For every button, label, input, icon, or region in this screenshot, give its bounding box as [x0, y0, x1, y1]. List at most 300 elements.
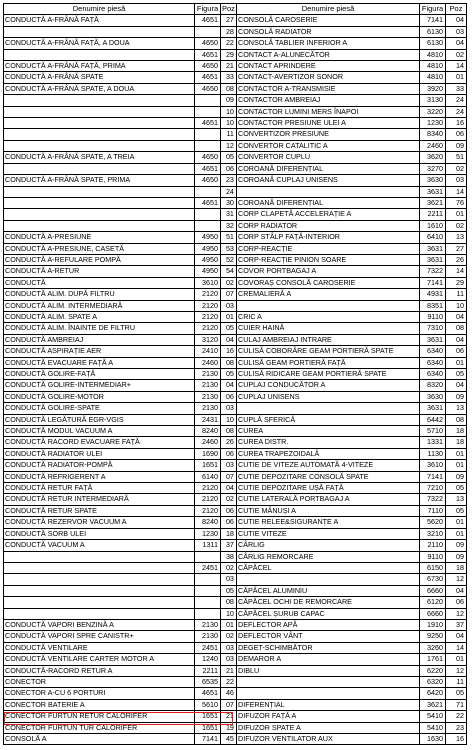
position-cell: 10 — [221, 106, 237, 117]
table-row — [4, 357, 237, 368]
table-row — [4, 574, 237, 585]
table-row — [4, 597, 237, 608]
figure-cell: 2130 — [195, 631, 221, 642]
figure-cell: 1230 — [420, 118, 446, 129]
position-cell: 16 — [446, 734, 467, 745]
table-row — [237, 608, 467, 619]
part-name-cell: CONECTOR FURTUN TUR CALORIFER — [4, 722, 195, 733]
position-cell: 13 — [446, 232, 467, 243]
position-cell: 01 — [446, 72, 467, 83]
position-cell: 38 — [221, 551, 237, 562]
part-name-cell: CONECTOR A-CU 6 PORTURI — [4, 688, 195, 699]
part-name-cell: DIFUZOR SPATE A — [237, 722, 420, 733]
part-name-cell: CONDUCTĂ GOLIRE-INTERMEDIAR+ — [4, 380, 195, 391]
figure-cell: 3631 — [420, 243, 446, 254]
part-name-cell: CONDUCTĂ MODUL VACUUM A — [4, 426, 195, 437]
figure-cell: 6340 — [420, 357, 446, 368]
figure-cell — [195, 129, 221, 140]
table-row — [4, 494, 237, 505]
table-row — [4, 277, 237, 288]
table-row — [4, 311, 237, 322]
figure-cell: 4651 — [195, 118, 221, 129]
part-name-cell: CONDUCTĂ AMBREIAJ — [4, 334, 195, 345]
part-name-cell: CRIC A — [237, 311, 420, 322]
position-cell: 01 — [221, 311, 237, 322]
position-cell: 07 — [221, 289, 237, 300]
table-row — [237, 140, 467, 151]
table-row — [4, 665, 237, 676]
figure-cell: 2460 — [420, 140, 446, 151]
table-row — [4, 642, 237, 653]
table-row — [237, 38, 467, 49]
table-row — [237, 403, 467, 414]
part-name-cell: CULISĂ RIDICARE GEAM PORTIERĂ SPATE — [237, 369, 420, 380]
position-cell: 04 — [446, 38, 467, 49]
table-row — [4, 551, 237, 562]
figure-cell — [195, 106, 221, 117]
position-cell: 10 — [221, 414, 237, 425]
figure-cell: 1130 — [420, 448, 446, 459]
figure-cell: 1651 — [195, 711, 221, 722]
position-cell: 14 — [446, 266, 467, 277]
figure-cell: 1240 — [195, 654, 221, 665]
part-name-cell — [237, 574, 420, 585]
table-row — [4, 517, 237, 528]
table-row — [237, 61, 467, 72]
figure-cell: 4950 — [195, 243, 221, 254]
position-cell: 06 — [446, 346, 467, 357]
part-name-cell: CUREA TRAPEZOIDALĂ — [237, 448, 420, 459]
part-name-cell: DEFLECTOR APĂ — [237, 619, 420, 630]
part-name-cell: CORP CLAPETĂ ACCELERAȚIE A — [237, 209, 420, 220]
figure-cell: 4950 — [195, 254, 221, 265]
position-cell: 12 — [221, 140, 237, 151]
figure-cell: 7141 — [420, 277, 446, 288]
figure-cell: 6320 — [420, 676, 446, 687]
position-cell: 02 — [221, 562, 237, 573]
position-cell: 12 — [446, 574, 467, 585]
table-row — [4, 711, 237, 722]
part-name-cell: CUREA DISTR. — [237, 437, 420, 448]
figure-cell: 8351 — [420, 300, 446, 311]
position-cell: 02 — [446, 163, 467, 174]
table-row — [4, 49, 237, 60]
part-name-cell: DIBLU — [237, 665, 420, 676]
table-row — [4, 414, 237, 425]
part-name-cell: CUPLAJ UNISENS — [237, 391, 420, 402]
table-row — [237, 414, 467, 425]
position-cell: 14 — [446, 61, 467, 72]
table-row — [4, 426, 237, 437]
position-cell: 53 — [221, 243, 237, 254]
figure-cell: 6220 — [420, 665, 446, 676]
part-name-cell: CONDUCTĂ RADIATOR-POMPĂ — [4, 460, 195, 471]
part-name-cell — [4, 562, 195, 573]
position-cell: 19 — [221, 722, 237, 733]
figure-cell: 6660 — [420, 608, 446, 619]
position-cell: 07 — [221, 699, 237, 710]
part-name-cell — [4, 140, 195, 151]
figure-cell: 1651 — [195, 460, 221, 471]
position-cell: 18 — [446, 437, 467, 448]
table-row — [237, 642, 467, 653]
part-name-cell — [4, 197, 195, 208]
part-name-cell: CONECTOR FURTUN RETUR CALORIFER — [4, 711, 195, 722]
part-name-cell: CONDUCTĂ A-PRESIUNE — [4, 232, 195, 243]
part-name-cell — [4, 597, 195, 608]
part-name-cell: DEMAROR A — [237, 654, 420, 665]
header-position: Poz — [222, 4, 235, 13]
figure-cell: 3620 — [420, 152, 446, 163]
figure-cell: 6410 — [420, 232, 446, 243]
part-name-cell: CONTACTOR AMBREIAJ — [237, 95, 420, 106]
position-cell: 01 — [446, 517, 467, 528]
table-row — [237, 540, 467, 551]
figure-cell: 3260 — [420, 642, 446, 653]
table-row — [4, 254, 237, 265]
position-cell: 22 — [221, 676, 237, 687]
figure-cell — [195, 209, 221, 220]
table-row — [237, 334, 467, 345]
table-row — [237, 163, 467, 174]
table-row — [4, 346, 237, 357]
figure-cell: 4651 — [195, 49, 221, 60]
figure-cell: 3630 — [420, 391, 446, 402]
position-cell: 05 — [221, 369, 237, 380]
figure-cell: 7210 — [420, 483, 446, 494]
figure-cell: 8240 — [195, 426, 221, 437]
position-cell: 04 — [221, 483, 237, 494]
position-cell: 08 — [446, 414, 467, 425]
part-name-cell: CONSOLĂ A — [4, 734, 195, 745]
table-row — [237, 232, 467, 243]
part-name-cell — [4, 574, 195, 585]
table-row — [237, 152, 467, 163]
position-cell: 28 — [221, 26, 237, 37]
part-name-cell — [4, 49, 195, 60]
part-name-cell: CUTIE VITEZE — [237, 528, 420, 539]
part-name-cell: CONDUCTĂ ALIM. SPATE A — [4, 311, 195, 322]
table-row — [4, 631, 237, 642]
table-row — [237, 311, 467, 322]
figure-cell: 4650 — [195, 83, 221, 94]
figure-cell: 1630 — [420, 734, 446, 745]
table-row — [4, 140, 237, 151]
part-name-cell: CULISĂ GEAM PORTIERĂ FAȚĂ — [237, 357, 420, 368]
position-cell: 12 — [446, 608, 467, 619]
figure-cell: 4651 — [195, 163, 221, 174]
position-cell: 04 — [446, 15, 467, 26]
table-row — [4, 540, 237, 551]
part-name-cell: CONVERTOR CATALITIC A — [237, 140, 420, 151]
figure-cell: 3610 — [420, 460, 446, 471]
figure-cell: 9110 — [420, 311, 446, 322]
table-row — [237, 391, 467, 402]
table-row — [237, 574, 467, 585]
part-name-cell: CONDUCTĂ A-PRESIUNE, CASETĂ — [4, 243, 195, 254]
part-name-cell: CONDUCTĂ SORB ULEI — [4, 528, 195, 539]
figure-cell: 4810 — [420, 72, 446, 83]
figure-cell: 4651 — [195, 688, 221, 699]
table-row — [237, 72, 467, 83]
figure-cell: 4650 — [195, 175, 221, 186]
position-cell: 24 — [221, 186, 237, 197]
figure-cell: 1610 — [420, 220, 446, 231]
table-row — [237, 654, 467, 665]
part-name-cell — [4, 118, 195, 129]
figure-cell: 7322 — [420, 266, 446, 277]
part-name-cell: CORP-REACȚIE — [237, 243, 420, 254]
position-cell: 03 — [446, 175, 467, 186]
table-row — [237, 380, 467, 391]
position-cell: 22 — [446, 711, 467, 722]
figure-cell: 4651 — [195, 197, 221, 208]
table-row — [237, 505, 467, 516]
table-row — [237, 585, 467, 596]
table-row — [4, 243, 237, 254]
part-name-cell — [4, 95, 195, 106]
table-row — [4, 619, 237, 630]
table-row — [237, 118, 467, 129]
figure-cell: 3621 — [420, 197, 446, 208]
part-name-cell: CORP RADIATOR — [237, 220, 420, 231]
part-name-cell: CONDUCTĂ GOLIRE-FAȚĂ — [4, 369, 195, 380]
figure-cell: 7141 — [420, 15, 446, 26]
figure-cell: 1311 — [195, 540, 221, 551]
figure-cell: 4650 — [195, 38, 221, 49]
position-cell: 04 — [446, 380, 467, 391]
figure-cell: 2460 — [195, 437, 221, 448]
part-name-cell: CONDUCTĂ A-FRÂNĂ SPATE — [4, 72, 195, 83]
part-name-cell: CĂPĂCEL ȘURUB CAPAC — [237, 608, 420, 619]
position-cell: 06 — [221, 163, 237, 174]
position-cell: 45 — [221, 734, 237, 745]
figure-cell: 2211 — [195, 665, 221, 676]
position-cell: 29 — [446, 277, 467, 288]
position-cell: 03 — [221, 654, 237, 665]
figure-cell: 4810 — [420, 49, 446, 60]
table-row — [4, 585, 237, 596]
part-name-cell — [4, 209, 195, 220]
part-name-cell: CONECTOR — [4, 676, 195, 687]
figure-cell: 4950 — [195, 266, 221, 277]
table-row — [4, 734, 237, 745]
table-row — [237, 448, 467, 459]
figure-cell: 1910 — [420, 619, 446, 630]
figure-cell — [195, 95, 221, 106]
figure-cell: 7322 — [420, 494, 446, 505]
position-cell: 03 — [446, 26, 467, 37]
position-cell: 06 — [221, 505, 237, 516]
part-name-cell — [4, 163, 195, 174]
table-row — [237, 676, 467, 687]
position-cell: 52 — [221, 254, 237, 265]
part-name-cell: CUPLAJ CONDUCĂTOR A — [237, 380, 420, 391]
figure-cell: 2120 — [195, 505, 221, 516]
part-name-cell — [4, 551, 195, 562]
position-cell: 04 — [446, 311, 467, 322]
figure-cell: 5610 — [195, 699, 221, 710]
figure-cell: 5710 — [420, 426, 446, 437]
part-name-cell: CONDUCTĂ VAPORI SPRE CANISTR+ — [4, 631, 195, 642]
table-row — [4, 460, 237, 471]
position-cell: 02 — [221, 631, 237, 642]
table-row — [237, 688, 467, 699]
figure-cell: 3130 — [420, 95, 446, 106]
part-name-cell — [237, 676, 420, 687]
figure-cell: 6535 — [195, 676, 221, 687]
position-cell: 02 — [221, 494, 237, 505]
table-row — [237, 175, 467, 186]
table-row — [4, 471, 237, 482]
table-row — [4, 220, 237, 231]
part-name-cell: CUTIE MÂNUȘI A — [237, 505, 420, 516]
table-row — [237, 49, 467, 60]
table-row — [4, 722, 237, 733]
figure-cell: 2120 — [195, 483, 221, 494]
position-cell: 14 — [446, 642, 467, 653]
figure-cell: 8340 — [420, 129, 446, 140]
figure-cell: 2130 — [195, 369, 221, 380]
position-cell: 01 — [446, 209, 467, 220]
part-name-cell: CONDUCTĂ GOLIRE-MOTOR — [4, 391, 195, 402]
part-name-cell: COVORAȘ CONSOLĂ CAROSERIE — [237, 277, 420, 288]
part-name-cell: CÂRLIG — [237, 540, 420, 551]
table-row — [237, 197, 467, 208]
part-name-cell: CONVERTIZOR PRESIUNE — [237, 129, 420, 140]
figure-cell — [195, 140, 221, 151]
table-row — [4, 300, 237, 311]
position-cell: 11 — [221, 129, 237, 140]
position-cell: 04 — [446, 585, 467, 596]
position-cell: 32 — [221, 220, 237, 231]
figure-cell: 3630 — [420, 175, 446, 186]
table-row — [4, 163, 237, 174]
position-cell: 06 — [221, 448, 237, 459]
part-name-cell: CONDUCTĂ LEGĂTURĂ EGR-VGIS — [4, 414, 195, 425]
table-row — [237, 437, 467, 448]
part-name-cell — [4, 220, 195, 231]
figure-cell: 4931 — [420, 289, 446, 300]
figure-cell: 3621 — [420, 699, 446, 710]
position-cell: 10 — [221, 118, 237, 129]
position-cell: 09 — [446, 471, 467, 482]
position-cell: 26 — [221, 437, 237, 448]
part-name-cell: CONECTOR BATERIE A — [4, 699, 195, 710]
table-row — [237, 494, 467, 505]
figure-cell — [195, 26, 221, 37]
position-cell: 01 — [221, 619, 237, 630]
figure-cell: 7141 — [195, 734, 221, 745]
part-name-cell: CONDUCTĂ A-RETUR — [4, 266, 195, 277]
position-cell: 09 — [446, 391, 467, 402]
part-name-cell: CONDUCTĂ VACUUM A — [4, 540, 195, 551]
table-row — [4, 391, 237, 402]
table-row — [237, 300, 467, 311]
figure-cell: 2130 — [195, 380, 221, 391]
table-row — [4, 83, 237, 94]
table-row — [237, 369, 467, 380]
part-name-cell: CUTIE DEPOZITARE CONSOLĂ SPATE — [237, 471, 420, 482]
position-cell: 37 — [446, 619, 467, 630]
figure-cell: 2451 — [195, 642, 221, 653]
figure-cell: 1690 — [195, 448, 221, 459]
position-cell: 05 — [221, 152, 237, 163]
figure-cell: 8240 — [195, 517, 221, 528]
table-row — [4, 95, 237, 106]
table-row — [4, 266, 237, 277]
table-row — [4, 186, 237, 197]
position-cell: 04 — [221, 380, 237, 391]
position-cell: 11 — [446, 676, 467, 687]
table-row — [4, 676, 237, 687]
part-name-cell: CONDUCTĂ VENTILARE CARTER MOTOR A — [4, 654, 195, 665]
figure-cell: 2211 — [420, 209, 446, 220]
position-cell: 04 — [446, 631, 467, 642]
position-cell: 05 — [446, 483, 467, 494]
position-cell: 76 — [446, 197, 467, 208]
part-name-cell: CONDUCTĂ RACORD EVACUARE FAȚĂ — [4, 437, 195, 448]
table-row — [4, 72, 237, 83]
table-row — [4, 448, 237, 459]
figure-cell: 9250 — [420, 631, 446, 642]
part-name-cell: CONDUCTĂ A-FRÂNĂ SPATE, PRIMA — [4, 175, 195, 186]
figure-cell — [195, 574, 221, 585]
position-cell: 14 — [446, 186, 467, 197]
figure-cell: 3220 — [420, 106, 446, 117]
figure-cell: 6442 — [420, 414, 446, 425]
part-name-cell — [4, 129, 195, 140]
part-name-cell — [237, 688, 420, 699]
position-cell: 29 — [221, 49, 237, 60]
part-name-cell: CONDUCTĂ — [4, 277, 195, 288]
table-row — [237, 483, 467, 494]
position-cell: 30 — [221, 197, 237, 208]
table-row — [237, 346, 467, 357]
part-name-cell: CONDUCTĂ ALIM. ÎNAINTE DE FILTRU — [4, 323, 195, 334]
part-name-cell: CONTACT-AVERTIZOR SONOR — [237, 72, 420, 83]
figure-cell: 2130 — [195, 391, 221, 402]
table-row — [4, 209, 237, 220]
header-part-name: Denumire piesă — [4, 4, 195, 15]
part-name-cell: CONSOLĂ CAROSERIE — [237, 15, 420, 26]
table-row — [4, 232, 237, 243]
position-cell: 06 — [446, 597, 467, 608]
part-name-cell: CONTACT APRINDERE — [237, 61, 420, 72]
part-name-cell: CONDUCTĂ A-FRÂNĂ FAȚĂ, A DOUA — [4, 38, 195, 49]
figure-cell — [195, 551, 221, 562]
table-row — [237, 266, 467, 277]
position-cell: 04 — [446, 334, 467, 345]
figure-cell: 3920 — [420, 83, 446, 94]
figure-cell — [195, 585, 221, 596]
position-cell: 22 — [221, 38, 237, 49]
position-cell: 05 — [446, 505, 467, 516]
part-name-cell: CONDUCTĂ-RACORD RETUR A — [4, 665, 195, 676]
position-cell: 01 — [446, 357, 467, 368]
part-name-cell — [4, 26, 195, 37]
figure-cell: 7141 — [420, 471, 446, 482]
figure-cell: 2120 — [195, 300, 221, 311]
position-cell: 13 — [446, 494, 467, 505]
figure-cell: 9110 — [420, 551, 446, 562]
part-name-cell: DIFUZOR FAȚĂ A — [237, 711, 420, 722]
table-row — [237, 357, 467, 368]
position-cell: 02 — [446, 220, 467, 231]
part-name-cell: CORP-REACȚIE PINION SOARE — [237, 254, 420, 265]
position-cell: 31 — [221, 209, 237, 220]
position-cell: 23 — [446, 722, 467, 733]
